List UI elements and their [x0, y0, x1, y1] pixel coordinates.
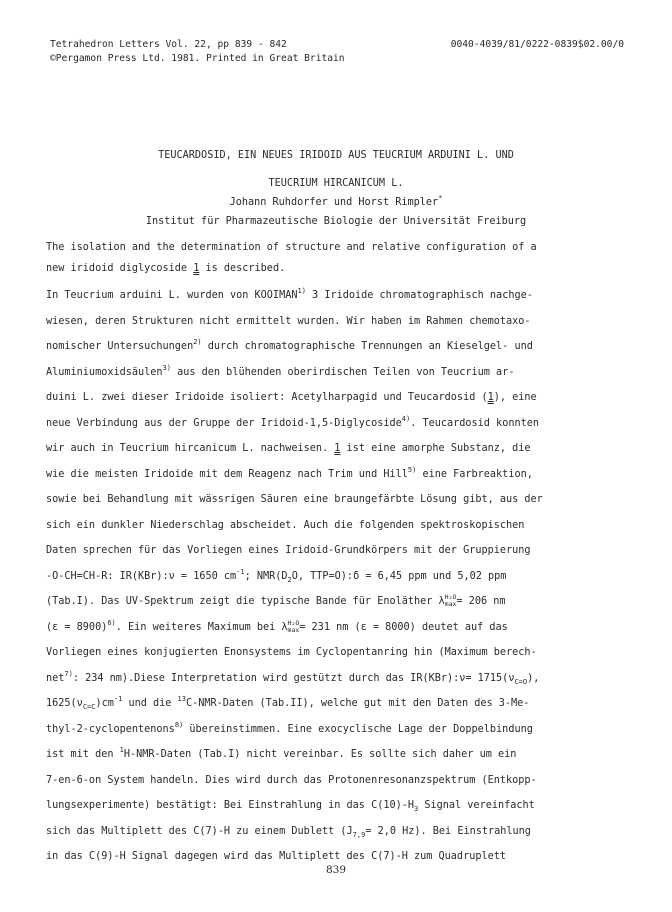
abstract — [46, 237, 626, 279]
author-names: Johann Ruhdorfer und Horst Rimpler — [229, 197, 439, 208]
body-line: nomischer Untersuchungen$^{2)}$ durch chromatographische Trennungen an Kieselgel- und — [46, 338, 533, 352]
body-line: Daten sprechen für das Vorliegen eines Iridoid-Grundkörpers mit der Gruppierung — [46, 545, 531, 556]
body-line: wir auch in Teucrium hircanicum L. nachweisen. 1 ist eine amorphe Substanz, die — [46, 443, 531, 454]
article-code: 0040-4039/81/0222-0839$02.00/0 — [450, 39, 624, 50]
reference-mark: 4) — [401, 414, 411, 423]
body-text — [46, 283, 626, 870]
body-line: -O-CH=CH-R: IR(KBr):ν = 1650 $cm^{-1}$; $NMR(D_2O$, TTP=O):δ = 6,45 ppm und 5,02 ppm — [46, 567, 507, 584]
reference-mark: 1) — [297, 287, 306, 295]
compound-number: 1 — [334, 443, 341, 454]
reference-mark: 7) — [64, 669, 73, 678]
body-line: sich das Multiplett des C(7)-H zu einem Dublett ($J_{7,9}= 2,0$ Hz). Bei Einstrahlung — [46, 825, 531, 839]
body-line: sich ein dunkler Niederschlag abscheidet. Auch die folgenden spektroskopischen — [46, 519, 525, 531]
page-number: 839 — [325, 864, 347, 876]
body-line: duini L. zwei dieser Iridoide isoliert: Acetylharpagid und Teucardosid (1), eine — [46, 392, 537, 403]
compound-number: 1 — [487, 392, 494, 403]
reference-mark: 8) — [174, 720, 184, 729]
body-line: thyl-2-cyclopentenons$^{8)}$ übereinstimmen. Eine exocyclische Lage der Doppelbindung — [46, 720, 533, 735]
abstract-line: The isolation and the determination of structure and relative configuration of a — [46, 242, 537, 253]
journal-header — [50, 38, 345, 66]
reference-mark: 2) — [193, 338, 202, 346]
body-line: $1625(\nu_{C=C})cm^{-1}$ und die $^{13}$C-NMR-Daten (Tab.II), welche gut mit den Daten des 3-Me- — [46, 695, 530, 711]
body-line: (Tab.I). Das UV-Spektrum zeigt die typische Bande für Enoläther λ H₂O max = 206 nm — [46, 593, 506, 608]
abstract-line: new iridoid diglycoside 1 is described. — [46, 263, 286, 274]
compound-number: 1 — [193, 263, 200, 274]
title-line-2: TEUCRIUM HIRCANICUM L. — [268, 178, 404, 189]
body-line: ist mit den $^1$H-NMR-Daten (Tab.I) nicht vereinbar. Es sollte sich daher um ein — [46, 746, 517, 760]
institute: Institut für Pharmazeutische Biologie der Universität Freiburg — [145, 216, 527, 227]
body-line: sowie bei Behandlung mit wässrigen Säuren eine braungefärbte Lösung gibt, aus der — [46, 494, 543, 505]
body-line: 7-en-6-on System handeln. Dies wird durch das Protonenresonanzspektrum (Entkopp- — [46, 774, 537, 786]
reference-mark: 5) — [407, 465, 417, 474]
body-line: (ε = 8900)$^{6)}$. Ein weiteres Maximum bei λ H₂O max = 231 nm (ε = 8000) deutet auf das — [46, 618, 508, 634]
body-line: Aluminiumoxidsäulen$^{3)}$ aus den blühenden oberirdischen Teilen von Teucrium ar- — [46, 363, 515, 378]
body-line: In Teucrium arduini L. wurden von KOOIMAN$^{1)}$ 3 Iridoide chromatographisch nachge- — [46, 287, 533, 301]
body-line: wie die meisten Iridoide mit dem Reagenz nach Trim und Hill$^{5)}$ eine Farbreaktion, — [46, 465, 533, 480]
body-line: neue Verbindung aus der Gruppe der Iridoid-1,5-Diglycoside$^{4)}$. Teucardosid konnten — [46, 414, 539, 429]
authors — [0, 194, 672, 208]
reference-mark: 3) — [162, 363, 171, 372]
title-line-1: TEUCARDOSID, EIN NEUES IRIDOID AUS TEUCRIUM ARDUINI L. UND — [158, 150, 514, 161]
reference-mark: 6) — [107, 618, 116, 627]
copyright-line: ©Pergamon Press Ltd. 1981. Printed in Great Britain — [50, 53, 345, 64]
body-line: net$^{7)}$: 234 nm).Diese Interpretation wird gestützt durch das IR(KBr):ν= $1715(\nu_{C=O})$, — [46, 669, 540, 686]
body-line: Vorliegen eines konjugierten Enonsystems im Cyclopentanring hin (Maximum berech- — [46, 647, 537, 658]
body-line: in das C(9)-H Signal dagegen wird das Multiplett des C(7)-H zum Quadruplett — [46, 851, 507, 862]
body-line: lungsexperimente) bestätigt: Bei Einstrahlung in das $C(10)-H_3$ Signal vereinfacht — [46, 800, 535, 813]
corresponding-author-mark: * — [438, 194, 443, 202]
body-line: wiesen, deren Strukturen nicht ermittelt wurden. Wir haben im Rahmen chemotaxo- — [46, 315, 531, 327]
journal-citation: Tetrahedron Letters Vol. 22, pp 839 - 842 — [50, 39, 287, 50]
